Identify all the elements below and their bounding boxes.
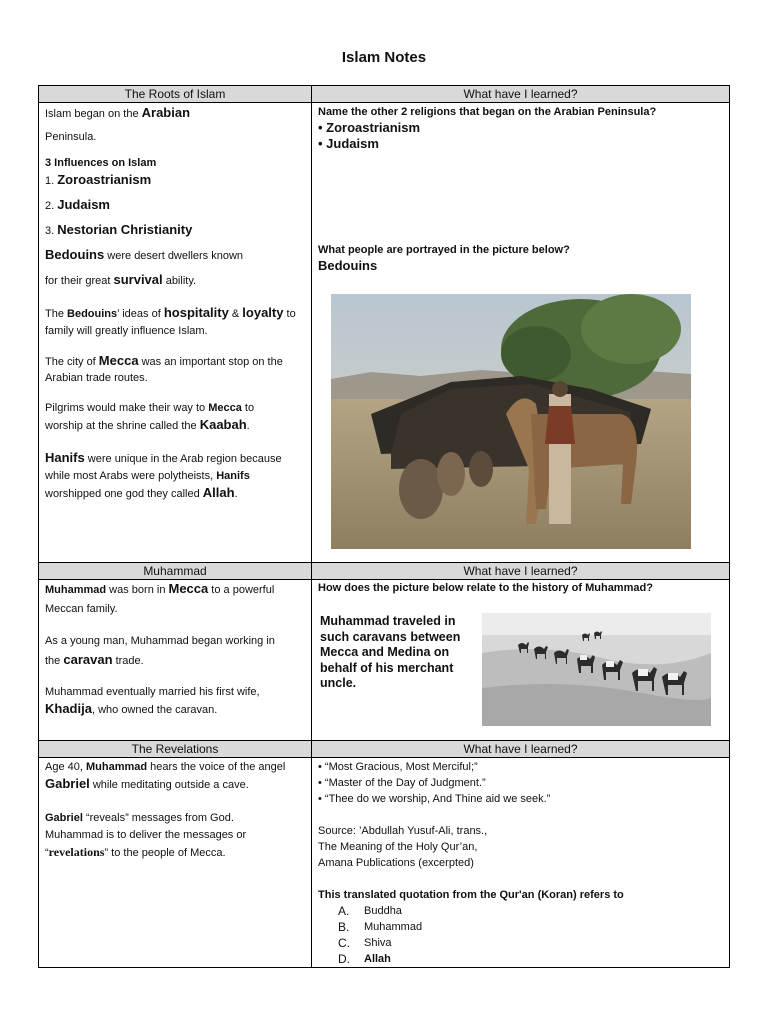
divider — [39, 757, 729, 758]
answer-zoroastrianism: • Zoroastrianism — [318, 120, 421, 135]
caravan-answer: Muhammad traveled in such caravans between Mecca and Medina on behalf of his merchant uncle. — [320, 614, 461, 690]
choice-a[interactable]: A. Buddha — [338, 904, 402, 918]
header-revelations: The Revelations — [39, 741, 311, 757]
column-divider — [311, 86, 312, 967]
roots-learned — [318, 104, 723, 274]
answer-bedouins: Bedouins — [318, 258, 378, 273]
question-picture-people: What people are portrayed in the picture below? — [318, 244, 570, 256]
header-roots-of-islam: The Roots of Islam — [39, 86, 311, 102]
source-line: Source: ’Abdullah Yusuf-Ali, trans., — [318, 825, 488, 837]
bedouin-camp-photo — [331, 294, 691, 549]
roots-of-islam-notes: Islam began on the Arabian Peninsula. 3 Influences on Islam 1. Zoroastrianism 2. Judaism 3. Nestorian Christianity Bedouins were desert dwellers known for their great survival ability. The Bedouins’ ideas of hospitality & loyalty to family will greatly influence Islam. The city of Mecca was an important stop on the Arabian trade routes. Pilgrims would make their way to Mecca to worship at the shrine called the Kaabah. Hanifs were unique in the Arab region because while most Arabs were polytheists, Hanifs worshipped one god they called Allah. — [45, 105, 296, 500]
source-line: The Meaning of the Holy Qur’an, — [318, 841, 478, 853]
choice-b[interactable]: B. Muhammad — [338, 920, 423, 934]
question-religions: Name the other 2 religions that began on the Arabian Peninsula? — [318, 106, 657, 118]
notes-table — [38, 85, 730, 968]
header-what-learned-3: What have I learned? — [312, 741, 729, 757]
question-caravan: How does the picture below relate to the history of Muhammad? — [318, 582, 653, 594]
question-quran: This translated quotation from the Qur'an (Koran) refers to — [318, 889, 624, 901]
header-what-learned-2: What have I learned? — [312, 563, 729, 579]
header-what-learned-1: What have I learned? — [312, 86, 729, 102]
page-title: Islam Notes — [341, 49, 427, 66]
revelations-learned — [318, 759, 723, 967]
quote-line: • “Master of the Day of Judgment.” — [318, 777, 486, 789]
muhammad-notes: Muhammad was born in Mecca to a powerful Meccan family. As a young man, Muhammad began working in the caravan trade. Muhammad eventually married his first wife, Khadija, who owned the caravan. — [45, 581, 275, 716]
divider — [39, 102, 729, 103]
quote-line: • “Most Gracious, Most Merciful;” — [318, 761, 478, 773]
answer-judaism: • Judaism — [318, 136, 379, 151]
source-line: Amana Publications (excerpted) — [318, 857, 474, 869]
revelations-notes: Age 40, Muhammad hears the voice of the angel Gabriel while meditating outside a cave. Gabriel “reveals” messages from God. Muhammad is to deliver the messages or “revelations” to the people of Mecca. — [45, 761, 286, 859]
muhammad-learned — [318, 580, 723, 596]
header-muhammad: Muhammad — [39, 563, 311, 579]
quote-line: • “Thee do we worship, And Thine aid we seek.” — [318, 793, 551, 805]
choice-d[interactable]: D. Allah — [338, 952, 391, 966]
choice-c[interactable]: C. Shiva — [338, 936, 392, 950]
camel-caravan-photo — [482, 613, 711, 726]
